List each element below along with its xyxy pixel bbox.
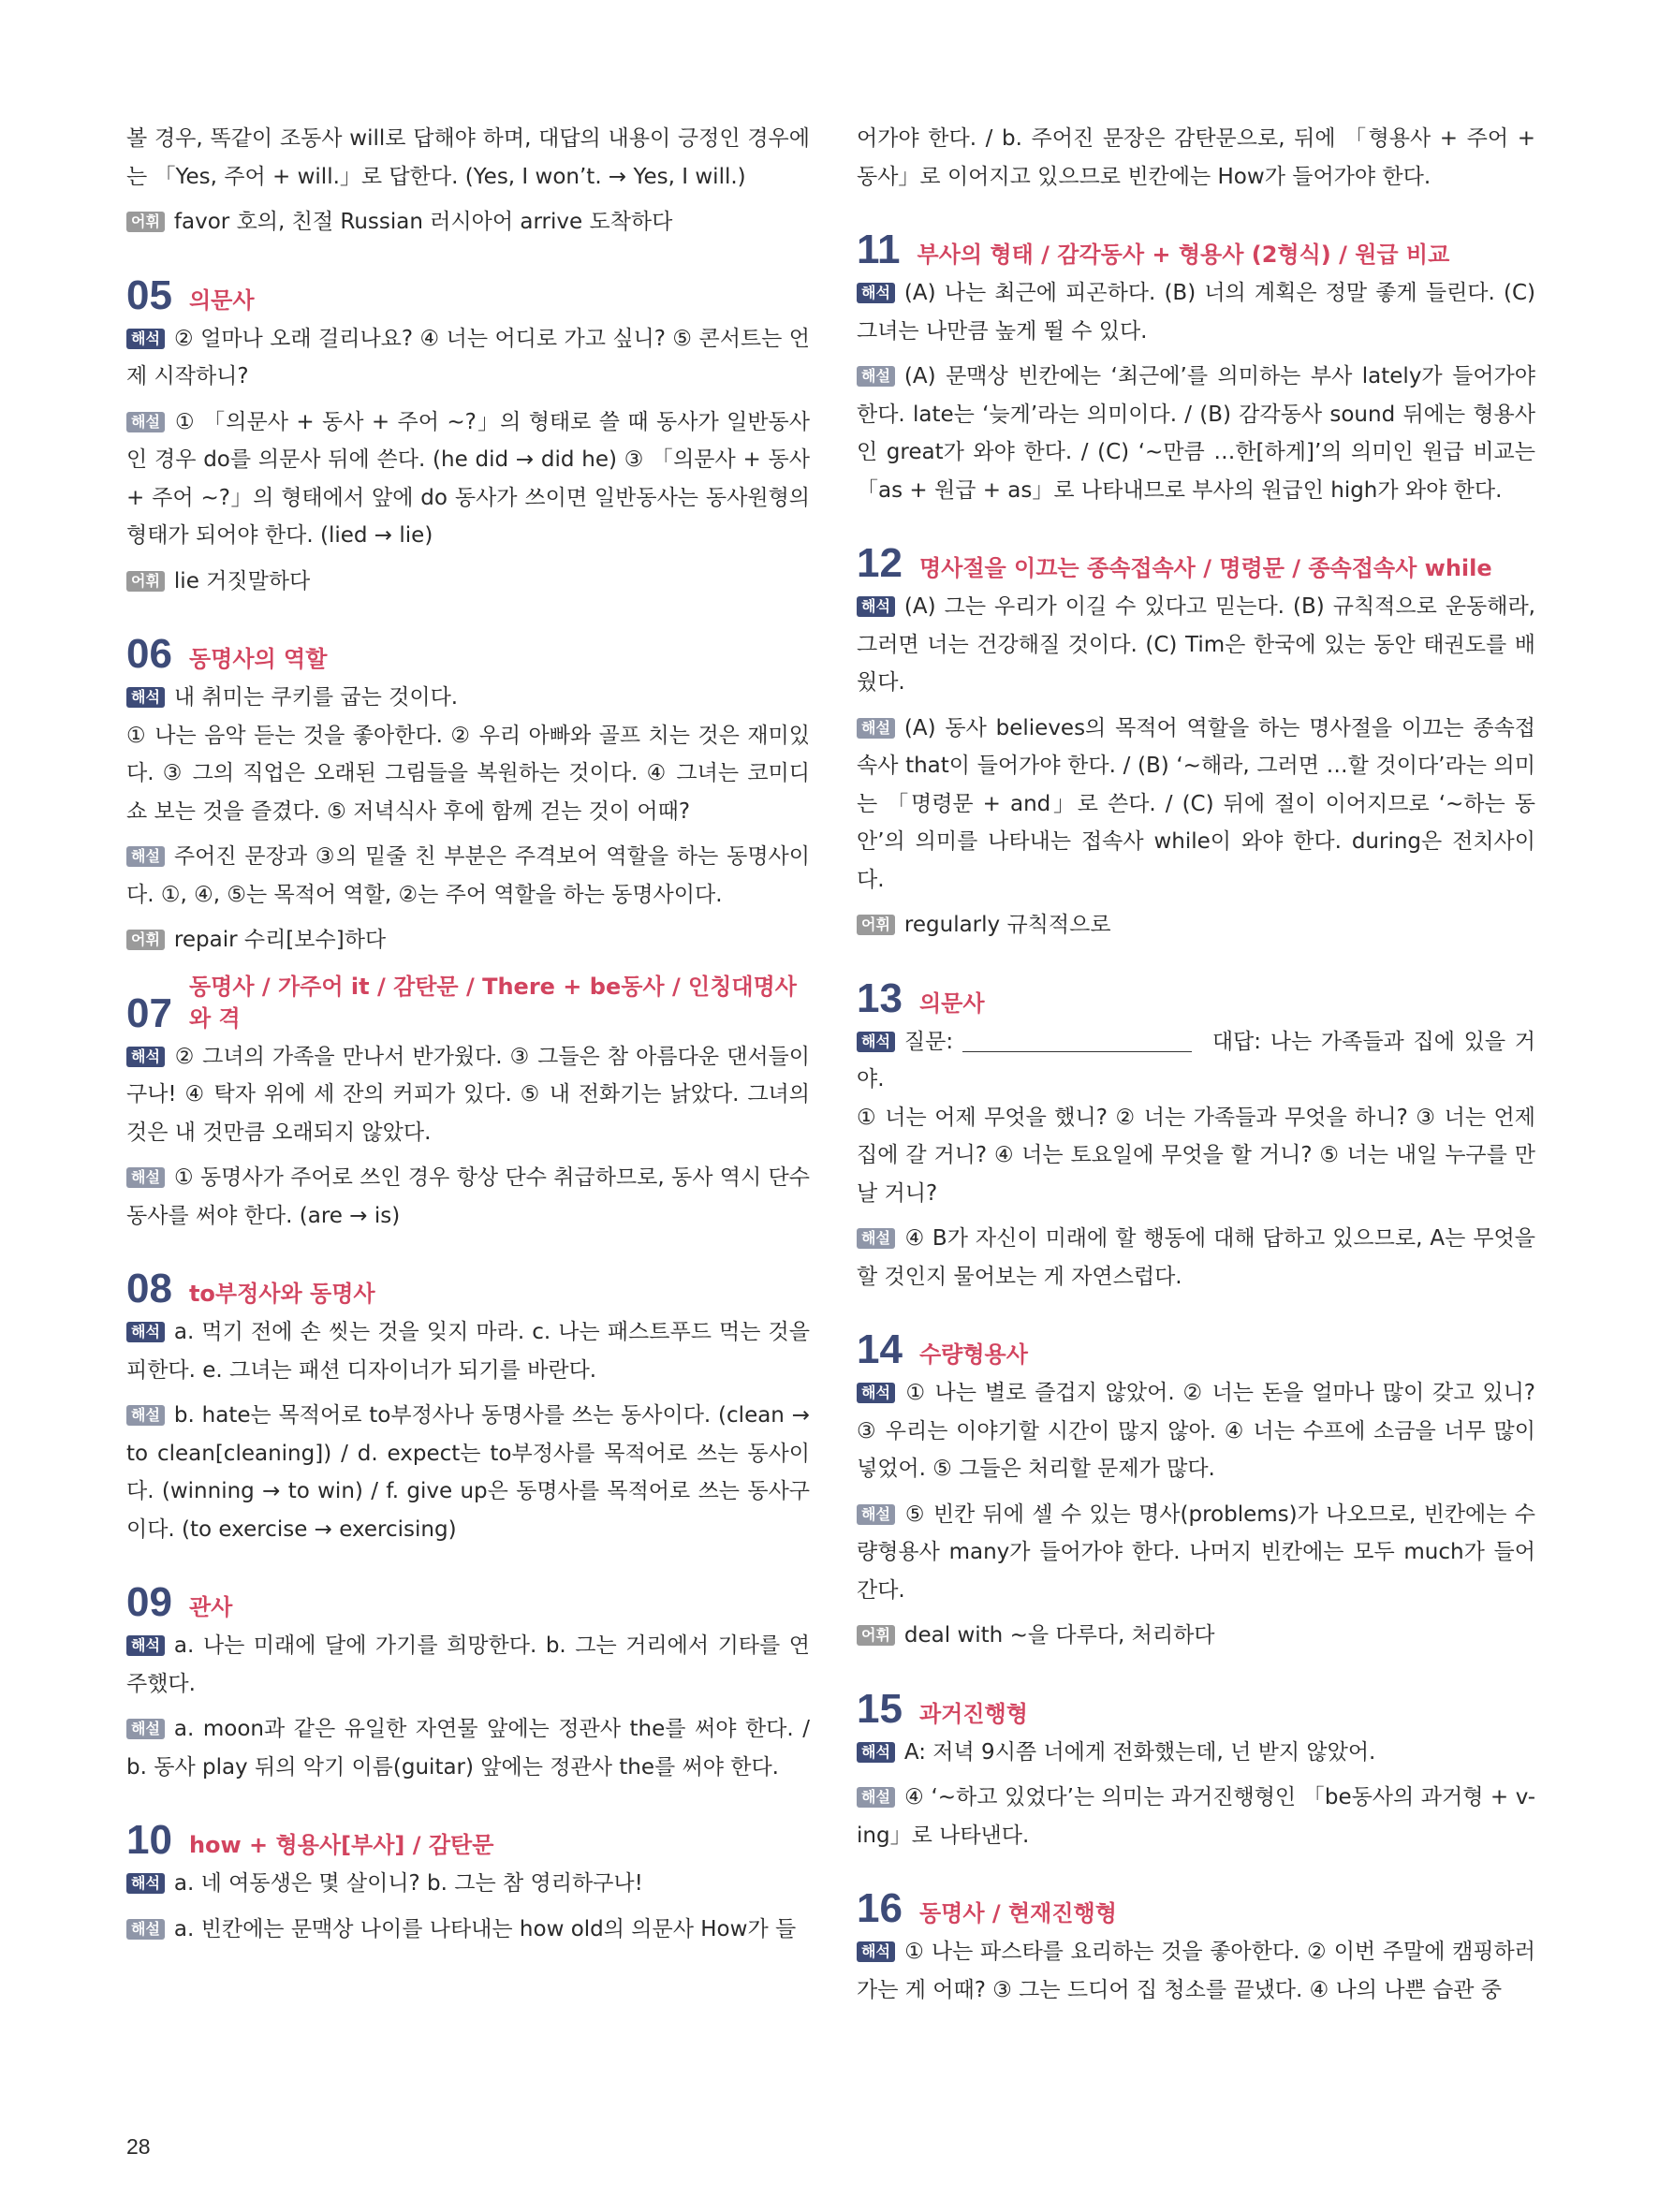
section-14 bbox=[857, 1327, 1535, 1655]
section-title: 동명사 / 가주어 it / 감탄문 / There + be동사 / 인칭대명사와 격 bbox=[188, 973, 797, 1032]
translation-text: ② 얼마나 오래 걸리나요? ④ 너는 어디로 가고 싶니? ⑤ 콘서트는 언제 시작하니? bbox=[126, 326, 810, 388]
translation-text: 내 취미는 쿠키를 굽는 것이다. bbox=[173, 685, 459, 710]
section-number: 16 bbox=[857, 1885, 903, 1931]
explanation-tag: 해설 bbox=[126, 1167, 165, 1188]
vocab-tag: 어휘 bbox=[857, 915, 895, 935]
explanation-tag: 해설 bbox=[857, 1787, 895, 1808]
section-number: 08 bbox=[126, 1266, 172, 1311]
section-number: 13 bbox=[857, 974, 903, 1021]
explanation-text: a. 빈칸에는 문맥상 나이를 나타내는 how old의 의문사 How가 들 bbox=[173, 1916, 797, 1941]
explanation bbox=[126, 838, 810, 914]
translation-text: A: 저녁 9시쯤 너에게 전화했는데, 넌 받지 않았어. bbox=[903, 1739, 1376, 1765]
section-title: 동명사의 역할 bbox=[188, 646, 328, 672]
section-title: 관사 bbox=[188, 1594, 233, 1620]
section-11 bbox=[857, 227, 1535, 509]
explanation-text: ⑤ 빈칸 뒤에 셀 수 있는 명사(problems)가 나오므로, 빈칸에는 수량형용사 many가 들어가야 한다. 나머지 빈칸에는 모두 much가 들어간다. bbox=[857, 1502, 1535, 1603]
translation-text: (A) 그는 우리가 이길 수 있다고 믿는다. (B) 규칙적으로 운동해라, 그러면 너는 건강해질 것이다. (C) Tim은 한국에 있는 동안 태권도를 배웠다. bbox=[857, 594, 1535, 695]
translation-text: ② 그녀의 가족을 만나서 반가웠다. ③ 그들은 참 아름다운 댄서들이구나! ④ 탁자 위에 세 잔의 커피가 있다. ⑤ 내 전화기는 낡았다. 그녀의 것은 내 것만큼 오래되지 않았다. bbox=[126, 1044, 810, 1145]
translation-tag: 해석 bbox=[126, 1322, 165, 1342]
explanation bbox=[126, 1397, 810, 1548]
explanation-tag: 해설 bbox=[857, 1504, 895, 1525]
section-12 bbox=[857, 541, 1535, 945]
vocab-line bbox=[857, 1617, 1535, 1655]
translation-tag: 해석 bbox=[857, 596, 895, 617]
question-label: 질문: bbox=[903, 1029, 954, 1054]
left-column bbox=[126, 120, 810, 1956]
explanation bbox=[126, 1159, 810, 1235]
translation-text: (A) 나는 최근에 피곤하다. (B) 너의 계획은 정말 좋게 들린다. (C) 그녀는 나만큼 높게 뛸 수 있다. bbox=[857, 281, 1535, 344]
explanation bbox=[126, 1710, 810, 1786]
translation-text: a. 나는 미래에 달에 가기를 희망한다. b. 그는 거리에서 기타를 연주했다. bbox=[126, 1633, 810, 1696]
explanation-tag: 해설 bbox=[857, 718, 895, 739]
section-10 bbox=[126, 1818, 810, 1948]
vocab-line bbox=[857, 906, 1535, 945]
translation-tag: 해석 bbox=[857, 283, 895, 303]
section-09 bbox=[126, 1580, 810, 1786]
explanation-tag: 해설 bbox=[857, 366, 895, 387]
section-07 bbox=[126, 973, 810, 1236]
section-number: 15 bbox=[857, 1685, 903, 1732]
translation bbox=[857, 1023, 1535, 1099]
translation-text: a. 네 여동생은 몇 살이니? b. 그는 참 영리하구나! bbox=[173, 1871, 643, 1896]
explanation bbox=[126, 1911, 810, 1949]
section-title: 부사의 형태 / 감각동사 + 형용사 (2형식) / 원급 비교 bbox=[917, 242, 1450, 268]
section-title: 의문사 bbox=[918, 989, 985, 1017]
vocab-tag: 어휘 bbox=[126, 930, 165, 950]
explanation-text: b. hate는 목적어로 to부정사나 동명사를 쓰는 동사이다. (clean → to clean[cleaning]) / d. expect는 to부정사를 목적어로 쓰는 동사이다. (winning → to win) / f. give up은 동명사를 목적어로 쓰는 동사구이다. (to exercise → exercising) bbox=[126, 1403, 810, 1542]
explanation bbox=[857, 1220, 1535, 1296]
section-title: 의문사 bbox=[188, 286, 255, 314]
section-number: 09 bbox=[126, 1579, 172, 1625]
explanation-text: ① 「의문사 + 동사 + 주어 ~?」의 형태로 쓸 때 동사가 일반동사인 경우 do를 의문사 뒤에 쓴다. (he did → did he) ③ 「의문사 + 동사 + 주어 ~?」의 형태에서 앞에 do 동사가 쓰이면 일반동사는 동사원형의 형태가 되어야 한다. (lied → lie) bbox=[126, 409, 810, 548]
explanation bbox=[857, 358, 1535, 509]
translation-choices: ① 너는 어제 무엇을 했니? ② 너는 가족들과 무엇을 하니? ③ 너는 언제 집에 갈 거니? ④ 너는 토요일에 무엇을 할 거니? ⑤ 너는 내일 누구를 만날 거니? bbox=[857, 1105, 1535, 1206]
vocab-text: repair 수리[보수]하다 bbox=[173, 928, 387, 952]
explanation-text: ④ ‘~하고 있었다’는 의미는 과거진행형인 「be동사의 과거형 + v-ing」로 나타낸다. bbox=[857, 1785, 1535, 1848]
translation bbox=[126, 320, 810, 396]
explanation-text: ④ B가 자신이 미래에 할 행동에 대해 답하고 있으므로, A는 무엇을 할 것인지 물어보는 게 자연스럽다. bbox=[857, 1226, 1535, 1289]
page-number: 28 bbox=[126, 2134, 151, 2159]
explanation bbox=[857, 1496, 1535, 1610]
section-06 bbox=[126, 632, 810, 960]
vocab-line bbox=[126, 921, 810, 960]
section-number: 05 bbox=[126, 271, 172, 318]
translation-tag: 해석 bbox=[126, 1635, 165, 1656]
explanation-text: (A) 문맥상 빈칸에는 ‘최근에’를 의미하는 부사 lately가 들어가야 한다. late는 ‘늦게’라는 의미이다. / (B) 감각동사 sound 뒤에는 형용사인 great가 와야 한다. / (C) ‘~만큼 …한[하게]’의 의미인 원급 비교는 「as + 원급 + as」로 나타내므로 부사의 원급인 high가 와야 한다. bbox=[857, 364, 1535, 503]
translation bbox=[857, 1374, 1535, 1488]
translation bbox=[857, 1933, 1535, 2009]
translation bbox=[126, 679, 810, 717]
translation bbox=[126, 1627, 810, 1703]
vocab-text: regularly 규칙적으로 bbox=[903, 913, 1111, 937]
translation bbox=[126, 1313, 810, 1389]
vocab-line bbox=[126, 203, 810, 242]
translation-tag: 해석 bbox=[857, 1742, 895, 1763]
translation bbox=[857, 274, 1535, 350]
answer-text: 대답: 나는 가족들과 집에 있을 거야. bbox=[857, 1029, 1535, 1091]
translation-tag: 해석 bbox=[857, 1383, 895, 1403]
translation-tag: 해석 bbox=[126, 1873, 165, 1894]
explanation bbox=[126, 403, 810, 555]
explanation bbox=[857, 1779, 1535, 1854]
section-title: how + 형용사[부사] / 감탄문 bbox=[188, 1832, 494, 1858]
section-number: 12 bbox=[857, 540, 903, 586]
section-05 bbox=[126, 273, 810, 601]
section-08 bbox=[126, 1267, 810, 1548]
explanation-text: a. moon과 같은 유일한 자연물 앞에는 정관사 the를 써야 한다. / b. 동사 play 뒤의 악기 이름(guitar) 앞에는 정관사 the를 써야 한다. bbox=[126, 1717, 810, 1780]
translation-choices: ① 나는 음악 듣는 것을 좋아한다. ② 우리 아빠와 골프 치는 것은 재미있다. ③ 그의 직업은 오래된 그림들을 복원하는 것이다. ④ 그녀는 코미디 쇼 보는 것을 즐겼다. ⑤ 저녁식사 후에 함께 걷는 것이 어때? bbox=[126, 723, 810, 824]
translation-tag: 해석 bbox=[126, 329, 165, 349]
explanation-text: ① 동명사가 주어로 쓰인 경우 항상 단수 취급하므로, 동사 역시 단수 동사를 써야 한다. (are → is) bbox=[126, 1165, 810, 1228]
section-number: 14 bbox=[857, 1326, 903, 1372]
continued-paragraph: 어가야 한다. / b. 주어진 문장은 감탄문으로, 뒤에 「형용사 + 주어 + 동사」로 이어지고 있으므로 빈칸에는 How가 들어가야 한다. bbox=[857, 126, 1535, 189]
continued-paragraph: 볼 경우, 똑같이 조동사 will로 답해야 하며, 대답의 내용이 긍정인 경우에는 「Yes, 주어 + will.」로 답한다. (Yes, I won’t. → Yes, I will.) bbox=[126, 126, 810, 189]
section-13 bbox=[857, 976, 1535, 1296]
translation-text: a. 먹기 전에 손 씻는 것을 잊지 마라. c. 나는 패스트푸드 먹는 것을 피한다. e. 그녀는 패션 디자이너가 되기를 바란다. bbox=[126, 1320, 810, 1383]
section-number: 06 bbox=[126, 631, 172, 677]
translation-text: ① 나는 파스타를 요리하는 것을 좋아한다. ② 이번 주말에 캠핑하러 가는 게 어때? ③ 그는 드디어 집 청소를 끝냈다. ④ 나의 나쁜 습관 중 bbox=[857, 1940, 1535, 2002]
vocab-text: lie 거짓말하다 bbox=[173, 568, 311, 593]
translation bbox=[126, 1865, 810, 1903]
explanation-tag: 해설 bbox=[857, 1228, 895, 1249]
vocab-text: deal with ~을 다루다, 처리하다 bbox=[903, 1623, 1215, 1648]
explanation-tag: 해설 bbox=[126, 846, 165, 867]
section-title: to부정사와 동명사 bbox=[188, 1281, 375, 1307]
section-title: 명사절을 이끄는 종속접속사 / 명령문 / 종속접속사 while bbox=[918, 555, 1492, 581]
section-15 bbox=[857, 1687, 1535, 1855]
section-title: 동명사 / 현재진행형 bbox=[918, 1900, 1117, 1926]
section-number: 07 bbox=[126, 989, 172, 1036]
vocab-tag: 어휘 bbox=[857, 1625, 895, 1646]
answer-blank bbox=[962, 1031, 1192, 1052]
translation-text: ① 나는 별로 즐겁지 않았어. ② 너는 돈을 얼마나 많이 갖고 있니? ③ 우리는 이야기할 시간이 많지 않아. ④ 너는 수프에 소금을 너무 많이 넣었어. ⑤ 그들은 처리할 문제가 많다. bbox=[857, 1381, 1535, 1481]
vocab-text: favor 호의, 친절 Russian 러시아어 arrive 도착하다 bbox=[173, 210, 673, 234]
translation-tag: 해석 bbox=[857, 1032, 895, 1052]
explanation-tag: 해설 bbox=[126, 412, 165, 432]
section-title: 수량형용사 bbox=[918, 1341, 1028, 1368]
translation-tag: 해석 bbox=[126, 1047, 165, 1067]
explanation-text: 주어진 문장과 ③의 밑줄 친 부분은 주격보어 역할을 하는 동명사이다. ①, ④, ⑤는 목적어 역할, ②는 주어 역할을 하는 동명사이다. bbox=[126, 844, 810, 907]
section-number: 10 bbox=[126, 1817, 172, 1863]
translation bbox=[857, 588, 1535, 702]
explanation-tag: 해설 bbox=[126, 1719, 165, 1739]
vocab-tag: 어휘 bbox=[126, 571, 165, 592]
section-title: 과거진행형 bbox=[918, 1700, 1028, 1727]
translation bbox=[857, 1734, 1535, 1772]
explanation-tag: 해설 bbox=[126, 1919, 165, 1940]
translation-tag: 해석 bbox=[126, 687, 165, 708]
explanation-tag: 해설 bbox=[126, 1405, 165, 1426]
section-number: 11 bbox=[857, 227, 901, 272]
explanation-text: (A) 동사 believes의 목적어 역할을 하는 명사절을 이끄는 종속접속사 that이 들어가야 한다. / (B) ‘~해라, 그러면 …할 것이다’라는 의미는 「명령문 + and」로 쓴다. / (C) 뒤에 절이 이어지므로 ‘~하는 동안’의 의미를 나타내는 접속사 while이 와야 한다. during은 전치사이다. bbox=[857, 715, 1535, 892]
translation-tag: 해석 bbox=[857, 1941, 895, 1962]
section-16 bbox=[857, 1886, 1535, 2009]
vocab-line bbox=[126, 563, 810, 601]
explanation bbox=[857, 710, 1535, 900]
vocab-tag: 어휘 bbox=[126, 212, 165, 232]
translation bbox=[126, 1038, 810, 1152]
right-column bbox=[857, 120, 1535, 2016]
